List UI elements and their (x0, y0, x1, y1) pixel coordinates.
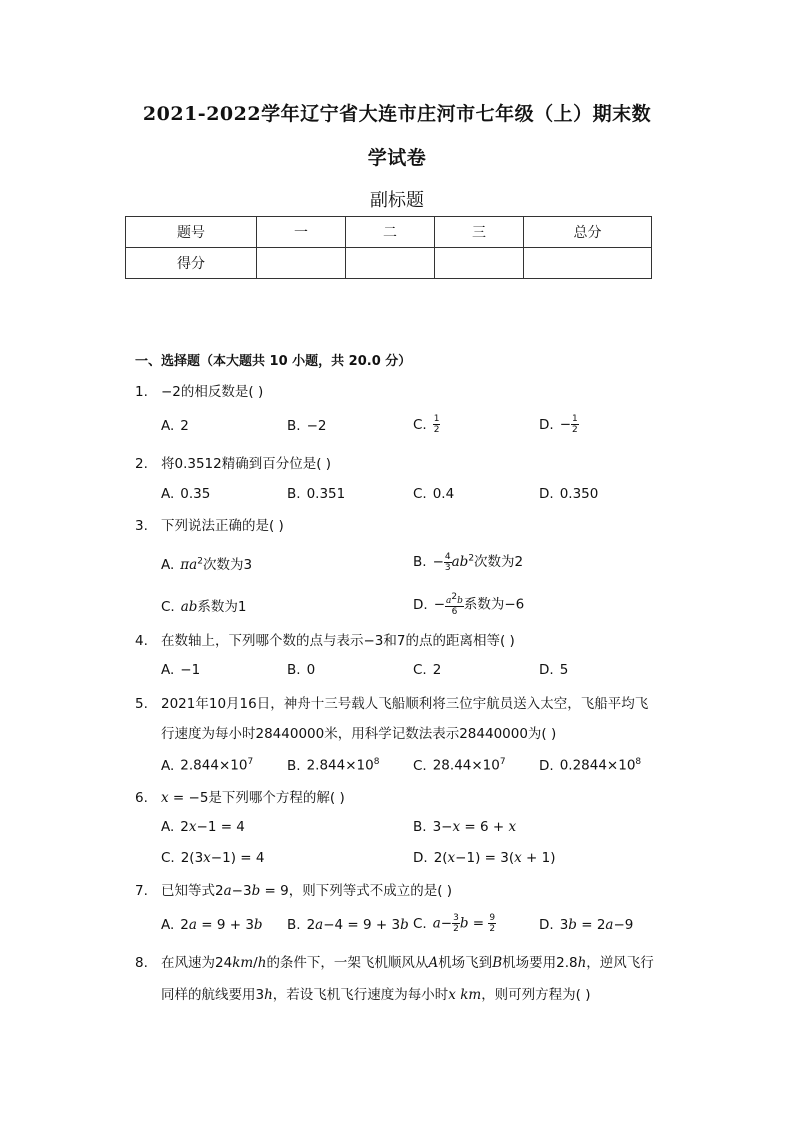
option-text: 2 (432, 662, 442, 678)
question-number: 6. (135, 790, 148, 806)
question-stem: 将0.3512精确到百分位是( ) (161, 456, 332, 472)
table-cell: 二 (346, 217, 435, 248)
fraction: $\frac{4}{3}$ (444, 551, 451, 573)
option-c[interactable]: C. ab系数为1 (161, 599, 247, 615)
option-d[interactable]: D. 5 (539, 662, 569, 678)
option-text: 0.350 (559, 486, 599, 502)
question-stem: 2021年10月16日，神舟十三号载人飞船顺利将三位宇航员送入太空，飞船平均飞 (161, 696, 649, 712)
question-number: 4. (135, 633, 148, 649)
question-stem: x = −5是下列哪个方程的解( ) (161, 790, 345, 806)
question-number: 3. (135, 518, 148, 534)
option-a[interactable]: A. 0.35 (161, 486, 211, 502)
option-text: −2 (306, 418, 327, 434)
question-stem: −2的相反数是( ) (161, 384, 264, 400)
option-text: 0.35 (180, 486, 211, 502)
question-number: 5. (135, 696, 148, 712)
fraction: $\frac{3}{2}$ (453, 913, 459, 934)
fraction: $\frac{9}{2}$ (489, 913, 496, 934)
question-number: 7. (135, 883, 148, 899)
option-text: 2 (180, 418, 189, 434)
option-text: 0.4 (432, 486, 455, 502)
question-stem: 在风速为24km/h的条件下，一架飞机顺风从A机场飞到B机场要用2.8h，逆风飞行 (161, 955, 654, 971)
option-b[interactable]: B. 0.351 (287, 486, 346, 502)
question-number: 8. (135, 955, 148, 971)
option-text: −1 (180, 662, 201, 678)
option-a[interactable]: A. 2 (161, 418, 189, 434)
question-stem: 已知等式2a−3b = 9，则下列等式不成立的是( ) (161, 883, 453, 899)
option-a[interactable]: A. 2a = 9 + 3b (161, 917, 263, 933)
option-c[interactable]: C. $\frac{1}{2}$ (413, 414, 440, 435)
option-a[interactable]: A. $2.844\times 10^7$ (161, 757, 254, 774)
question-number: 2. (135, 456, 148, 472)
option-a[interactable]: A. 2x−1 = 4 (161, 819, 245, 835)
option-b[interactable]: B. −2 (287, 418, 327, 434)
fraction: $\frac{1}{2}$ (572, 414, 578, 435)
option-c[interactable]: C. 0.4 (413, 486, 455, 502)
option-c[interactable]: C. a− $\frac{3}{2}$ b = $\frac{9}{2}$ (413, 913, 496, 934)
score-table (125, 216, 652, 279)
exam-title-line1: 2021-2022学年辽宁省大连市庄河市七年级（上）期末数 (142, 103, 652, 125)
question-stem: 在数轴上，下列哪个数的点与表示−3和7的点的距离相等( ) (161, 633, 515, 649)
table-cell: 题号 (126, 217, 257, 248)
table-cell: 三 (435, 217, 524, 248)
table-cell: 得分 (126, 248, 257, 279)
option-c[interactable]: C. 2(3x−1) = 4 (161, 850, 265, 866)
exam-title-line2: 学试卷 (367, 147, 427, 169)
option-d[interactable]: D. 0.350 (539, 486, 599, 502)
option-d[interactable]: D. $0.2844\times 10^8$ (539, 757, 642, 774)
option-b[interactable]: B. − $\frac{4}{3}$ $ab^2$次数为2 (413, 551, 524, 573)
table-cell: 总分 (524, 217, 652, 248)
score-input-cell[interactable] (435, 248, 524, 279)
option-d[interactable]: D. − $\frac{a^2b}{6}$ 系数为−6 (413, 592, 525, 617)
option-d[interactable]: D. − $\frac{1}{2}$ (539, 414, 578, 435)
option-text: 0 (306, 662, 316, 678)
option-d[interactable]: D. 2(x−1) = 3(x + 1) (413, 850, 556, 866)
option-a[interactable]: A. $\pi a^2$次数为3 (161, 556, 253, 573)
fraction: $\frac{a^2b}{6}$ (446, 592, 463, 617)
option-a[interactable]: A. −1 (161, 662, 201, 678)
option-b[interactable]: B. 3−x = 6 + x (413, 819, 517, 835)
question-stem-cont: 行速度为每小时28440000米，用科学记数法表示28440000为( ) (161, 726, 557, 742)
score-table-header-row (126, 217, 652, 248)
exam-subtitle: 副标题 (370, 190, 424, 211)
table-cell: 一 (257, 217, 346, 248)
score-input-cell[interactable] (524, 248, 652, 279)
option-b[interactable]: B. 2a−4 = 9 + 3b (287, 917, 409, 933)
question-stem-cont: 同样的航线要用3h，若设飞机飞行速度为每小时x km，则可列方程为( ) (161, 987, 591, 1003)
score-input-cell[interactable] (346, 248, 435, 279)
question-number: 1. (135, 384, 148, 400)
option-c[interactable]: C. $28.44\times 10^7$ (413, 757, 506, 774)
section-heading: 一、选择题（本大题共 10 小题，共 20.0 分） (135, 354, 412, 369)
question-stem: 下列说法正确的是( ) (161, 518, 284, 534)
option-c[interactable]: C. 2 (413, 662, 442, 678)
option-d[interactable]: D. 3b = 2a−9 (539, 917, 634, 933)
fraction: $\frac{1}{2}$ (433, 414, 440, 435)
score-table-score-row (126, 248, 652, 279)
option-text: 0.351 (306, 486, 346, 502)
option-b[interactable]: B. $2.844\times 10^8$ (287, 757, 380, 774)
score-input-cell[interactable] (257, 248, 346, 279)
option-b[interactable]: B. 0 (287, 662, 316, 678)
option-text: 5 (559, 662, 569, 678)
